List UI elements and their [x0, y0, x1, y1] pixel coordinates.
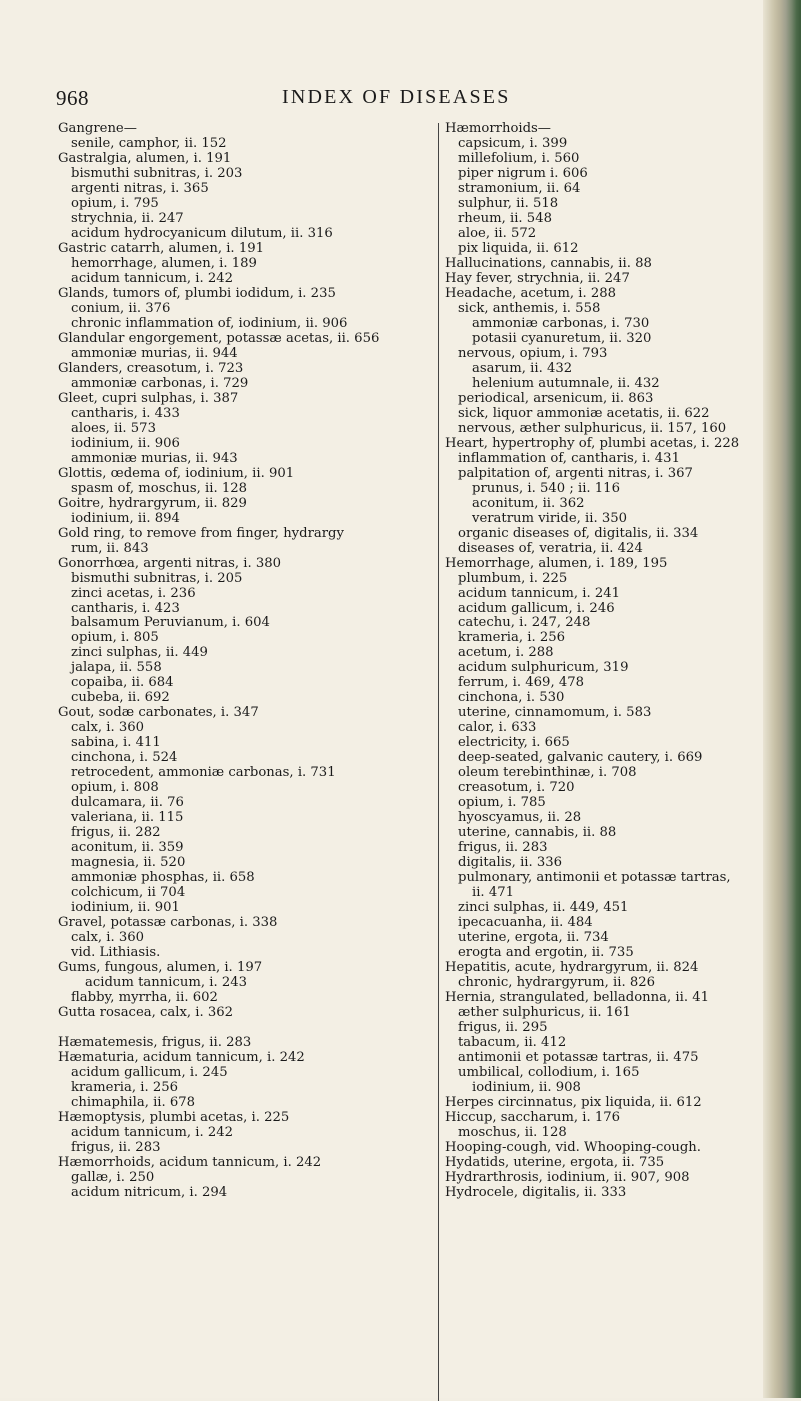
index-subentry: krameria, i. 256: [71, 1080, 179, 1095]
index-subentry: argenti nitras, i. 365: [71, 180, 209, 196]
index-subentry: acidum nitricum, i. 294: [71, 1184, 228, 1200]
index-heading: Gonorrhœa, argenti nitras, i. 380: [58, 555, 282, 571]
index-subentry: zinci sulphas, ii. 449, 451: [458, 900, 629, 916]
index-subentry: cantharis, i. 433: [71, 405, 180, 421]
index-subentry: zinci sulphas, ii. 449: [71, 645, 208, 661]
index-heading: Gastric catarrh, alumen, i. 191: [58, 240, 264, 256]
index-subentry: acidum sulphuricum, 319: [458, 660, 629, 676]
index-subentry: potasii cyanuretum, ii. 320: [472, 330, 652, 346]
index-column-right: [445, 121, 775, 1200]
index-heading: Hernia, strangulated, belladonna, ii. 41: [445, 990, 709, 1006]
index-subentry: uterine, cannabis, ii. 88: [458, 825, 617, 841]
index-heading: Hæmoptysis, plumbi acetas, i. 225: [58, 1109, 290, 1125]
index-subentry: aconitum, ii. 362: [472, 495, 585, 511]
index-subentry: uterine, cinnamomum, i. 583: [458, 705, 652, 721]
index-subentry: spasm of, moschus, ii. 128: [71, 480, 247, 496]
index-subentry: prunus, i. 540 ; ii. 116: [472, 480, 620, 496]
column-rule: [438, 123, 439, 1401]
index-subentry: ammoniæ carbonas, i. 729: [71, 375, 249, 391]
index-heading: Gravel, potassæ carbonas, i. 338: [58, 915, 278, 931]
index-subentry: uterine, ergota, ii. 734: [458, 930, 609, 946]
index-subentry: hemorrhage, alumen, i. 189: [71, 255, 257, 271]
index-subentry: cinchona, i. 524: [71, 750, 178, 766]
index-subentry: antimonii et potassæ tartras, ii. 475: [458, 1050, 699, 1066]
index-heading: Glottis, œdema of, iodinium, ii. 901: [58, 465, 295, 481]
index-subentry: iodinium, ii. 906: [71, 435, 180, 451]
index-subentry: iodinium, ii. 901: [71, 900, 180, 916]
index-subentry: stramonium, ii. 64: [458, 180, 581, 196]
index-subentry: nervous, æther sulphuricus, ii. 157, 160: [458, 420, 727, 436]
index-heading: Gold ring, to remove from finger, hydrargy: [58, 525, 344, 541]
index-subentry: cantharis, i. 423: [71, 600, 180, 616]
index-subentry: palpitation of, argenti nitras, i. 367: [458, 465, 693, 481]
index-subentry: hyoscyamus, ii. 28: [458, 810, 582, 826]
index-heading: Gastralgia, alumen, i. 191: [58, 150, 232, 166]
index-subentry: nervous, opium, i. 793: [458, 345, 608, 361]
index-heading: Hæmaturia, acidum tannicum, i. 242: [58, 1050, 305, 1066]
index-subentry: opium, i. 785: [458, 795, 546, 811]
index-subentry: rum, ii. 843: [71, 540, 149, 556]
index-subentry: ii. 471: [472, 885, 514, 901]
index-subentry: vid. Lithiasis.: [71, 945, 161, 961]
index-subentry: flabby, myrrha, ii. 602: [71, 990, 218, 1006]
index-subentry: tabacum, ii. 412: [458, 1035, 567, 1051]
index-subentry: gallæ, i. 250: [71, 1169, 155, 1185]
index-subentry: creasotum, i. 720: [458, 780, 575, 796]
index-heading: Gums, fungous, alumen, i. 197: [58, 960, 263, 976]
index-subentry: moschus, ii. 128: [458, 1124, 567, 1140]
index-subentry: acidum gallicum, i. 245: [71, 1065, 228, 1081]
index-subentry: electricity, i. 665: [458, 735, 570, 751]
index-heading: Goitre, hydrargyrum, ii. 829: [58, 495, 247, 511]
index-subentry: ammoniæ murias, ii. 943: [71, 450, 238, 466]
index-subentry: iodinium, ii. 894: [71, 510, 180, 526]
index-subentry: sabina, i. 411: [71, 735, 161, 751]
index-heading: Headache, acetum, i. 288: [445, 285, 617, 301]
index-subentry: frigus, ii. 283: [458, 840, 548, 856]
index-heading: Hydrocele, digitalis, ii. 333: [445, 1184, 627, 1200]
index-subentry: aloe, ii. 572: [458, 225, 537, 241]
index-heading: Glandular engorgement, potassæ acetas, ii. 656: [58, 330, 380, 346]
index-subentry: piper nigrum i. 606: [458, 165, 588, 181]
index-subentry: acidum gallicum, i. 246: [458, 600, 615, 616]
index-heading: Hæmorrhoids, acidum tannicum, i. 242: [58, 1154, 322, 1170]
index-subentry: sick, liquor ammoniæ acetatis, ii. 622: [458, 405, 710, 421]
index-subentry: acidum tannicum, i. 242: [71, 1124, 234, 1140]
index-subentry: bismuthi subnitras, i. 205: [71, 570, 243, 586]
index-heading: [58, 1020, 428, 1035]
index-heading: Herpes circinnatus, pix liquida, ii. 612: [445, 1094, 702, 1110]
index-heading: Gleet, cupri sulphas, i. 387: [58, 390, 239, 406]
index-subentry: magnesia, ii. 520: [71, 855, 186, 871]
index-subentry: conium, ii. 376: [71, 300, 171, 316]
running-title: INDEX OF DISEASES: [282, 86, 511, 108]
index-heading: Gangrene—: [58, 121, 137, 136]
index-subentry: jalapa, ii. 558: [71, 660, 162, 676]
index-subentry: veratrum viride, ii. 350: [472, 510, 628, 526]
index-subentry: zinci acetas, i. 236: [71, 585, 196, 601]
index-subentry: opium, i. 808: [71, 780, 159, 796]
index-subentry: acidum tannicum, i. 242: [71, 270, 234, 286]
index-subentry: periodical, arsenicum, ii. 863: [458, 390, 654, 406]
index-subentry: ammoniæ phosphas, ii. 658: [71, 870, 255, 886]
index-subentry: iodinium, ii. 908: [472, 1080, 581, 1095]
index-subentry: ipecacuanha, ii. 484: [458, 915, 593, 931]
index-heading: Hæmorrhoids—: [445, 121, 551, 136]
index-heading: Hallucinations, cannabis, ii. 88: [445, 255, 652, 271]
index-subentry: pix liquida, ii. 612: [458, 240, 579, 256]
index-heading: Gutta rosacea, calx, i. 362: [58, 1005, 234, 1021]
index-heading: Hydrarthrosis, iodinium, ii. 907, 908: [445, 1169, 690, 1185]
index-subentry: aconitum, ii. 359: [71, 840, 184, 856]
index-subentry: catechu, i. 247, 248: [458, 615, 591, 631]
index-heading: Hæmatemesis, frigus, ii. 283: [58, 1035, 252, 1051]
index-subentry: valeriana, ii. 115: [71, 810, 184, 826]
index-subentry: chronic inflammation of, iodinium, ii. 906: [71, 315, 348, 331]
index-subentry: opium, i. 805: [71, 630, 159, 646]
index-subentry: balsamum Peruvianum, i. 604: [71, 615, 270, 631]
index-subentry: chimaphila, ii. 678: [71, 1094, 196, 1110]
index-heading: Glanders, creasotum, i. 723: [58, 360, 244, 376]
index-subentry: ammoniæ murias, ii. 944: [71, 345, 238, 361]
index-subentry: frigus, ii. 295: [458, 1020, 548, 1036]
index-subentry: dulcamara, ii. 76: [71, 795, 184, 811]
index-heading: Hydatids, uterine, ergota, ii. 735: [445, 1154, 665, 1170]
index-subentry: asarum, ii. 432: [472, 360, 573, 376]
page-header: [56, 86, 756, 112]
index-subentry: acidum tannicum, i. 243: [85, 975, 248, 991]
index-heading: Hooping-cough, vid. Whooping-cough.: [445, 1139, 701, 1155]
index-subentry: millefolium, i. 560: [458, 150, 580, 166]
index-subentry: cubeba, ii. 692: [71, 690, 170, 706]
index-heading: Hiccup, saccharum, i. 176: [445, 1109, 621, 1125]
index-column-left: [58, 121, 428, 1200]
index-subentry: frigus, ii. 283: [71, 1139, 161, 1155]
index-heading: Hay fever, strychnia, ii. 247: [445, 270, 630, 286]
index-subentry: diseases of, veratria, ii. 424: [458, 540, 643, 556]
index-subentry: colchicum, ii 704: [71, 885, 186, 901]
index-subentry: helenium autumnale, ii. 432: [472, 375, 660, 391]
index-heading: Hemorrhage, alumen, i. 189, 195: [445, 555, 668, 571]
index-subentry: copaiba, ii. 684: [71, 675, 174, 691]
index-subentry: strychnia, ii. 247: [71, 210, 184, 226]
index-subentry: æther sulphuricus, ii. 161: [458, 1005, 631, 1021]
index-subentry: calx, i. 360: [71, 930, 145, 946]
index-subentry: frigus, ii. 282: [71, 825, 161, 841]
index-heading: Gout, sodæ carbonates, i. 347: [58, 705, 259, 721]
index-subentry: erogta and ergotin, ii. 735: [458, 945, 634, 961]
index-subentry: digitalis, ii. 336: [458, 855, 563, 871]
index-heading: Glands, tumors of, plumbi iodidum, i. 235: [58, 285, 336, 301]
index-subentry: aloes, ii. 573: [71, 420, 156, 436]
index-subentry: inflammation of, cantharis, i. 431: [458, 450, 680, 466]
index-subentry: acetum, i. 288: [458, 645, 554, 661]
index-heading: Heart, hypertrophy of, plumbi acetas, i. 228: [445, 435, 740, 451]
index-subentry: acidum tannicum, i. 241: [458, 585, 621, 601]
index-subentry: acidum hydrocyanicum dilutum, ii. 316: [71, 225, 333, 241]
index-subentry: opium, i. 795: [71, 195, 159, 211]
index-subentry: oleum terebinthinæ, i. 708: [458, 765, 637, 781]
index-subentry: umbilical, collodium, i. 165: [458, 1065, 640, 1081]
index-subentry: cinchona, i. 530: [458, 690, 565, 706]
index-subentry: calx, i. 360: [71, 720, 145, 736]
index-subentry: organic diseases of, digitalis, ii. 334: [458, 525, 699, 541]
index-subentry: krameria, i. 256: [458, 630, 566, 646]
index-subentry: calor, i. 633: [458, 720, 537, 736]
page-number: 968: [56, 86, 89, 110]
index-subentry: capsicum, i. 399: [458, 135, 568, 151]
index-subentry: bismuthi subnitras, i. 203: [71, 165, 243, 181]
index-subentry: plumbum, i. 225: [458, 570, 568, 586]
index-subentry: retrocedent, ammoniæ carbonas, i. 731: [71, 765, 336, 781]
index-subentry: senile, camphor, ii. 152: [71, 135, 227, 151]
index-subentry: chronic, hydrargyrum, ii. 826: [458, 975, 656, 991]
index-heading: Hepatitis, acute, hydrargyrum, ii. 824: [445, 960, 699, 976]
index-subentry: pulmonary, antimonii et potassæ tartras,: [458, 870, 731, 886]
index-subentry: rheum, ii. 548: [458, 210, 552, 226]
index-subentry: ammoniæ carbonas, i. 730: [472, 315, 650, 331]
index-subentry: sulphur, ii. 518: [458, 195, 559, 211]
index-subentry: sick, anthemis, i. 558: [458, 300, 601, 316]
index-subentry: ferrum, i. 469, 478: [458, 675, 585, 691]
index-subentry: deep-seated, galvanic cautery, i. 669: [458, 750, 703, 766]
